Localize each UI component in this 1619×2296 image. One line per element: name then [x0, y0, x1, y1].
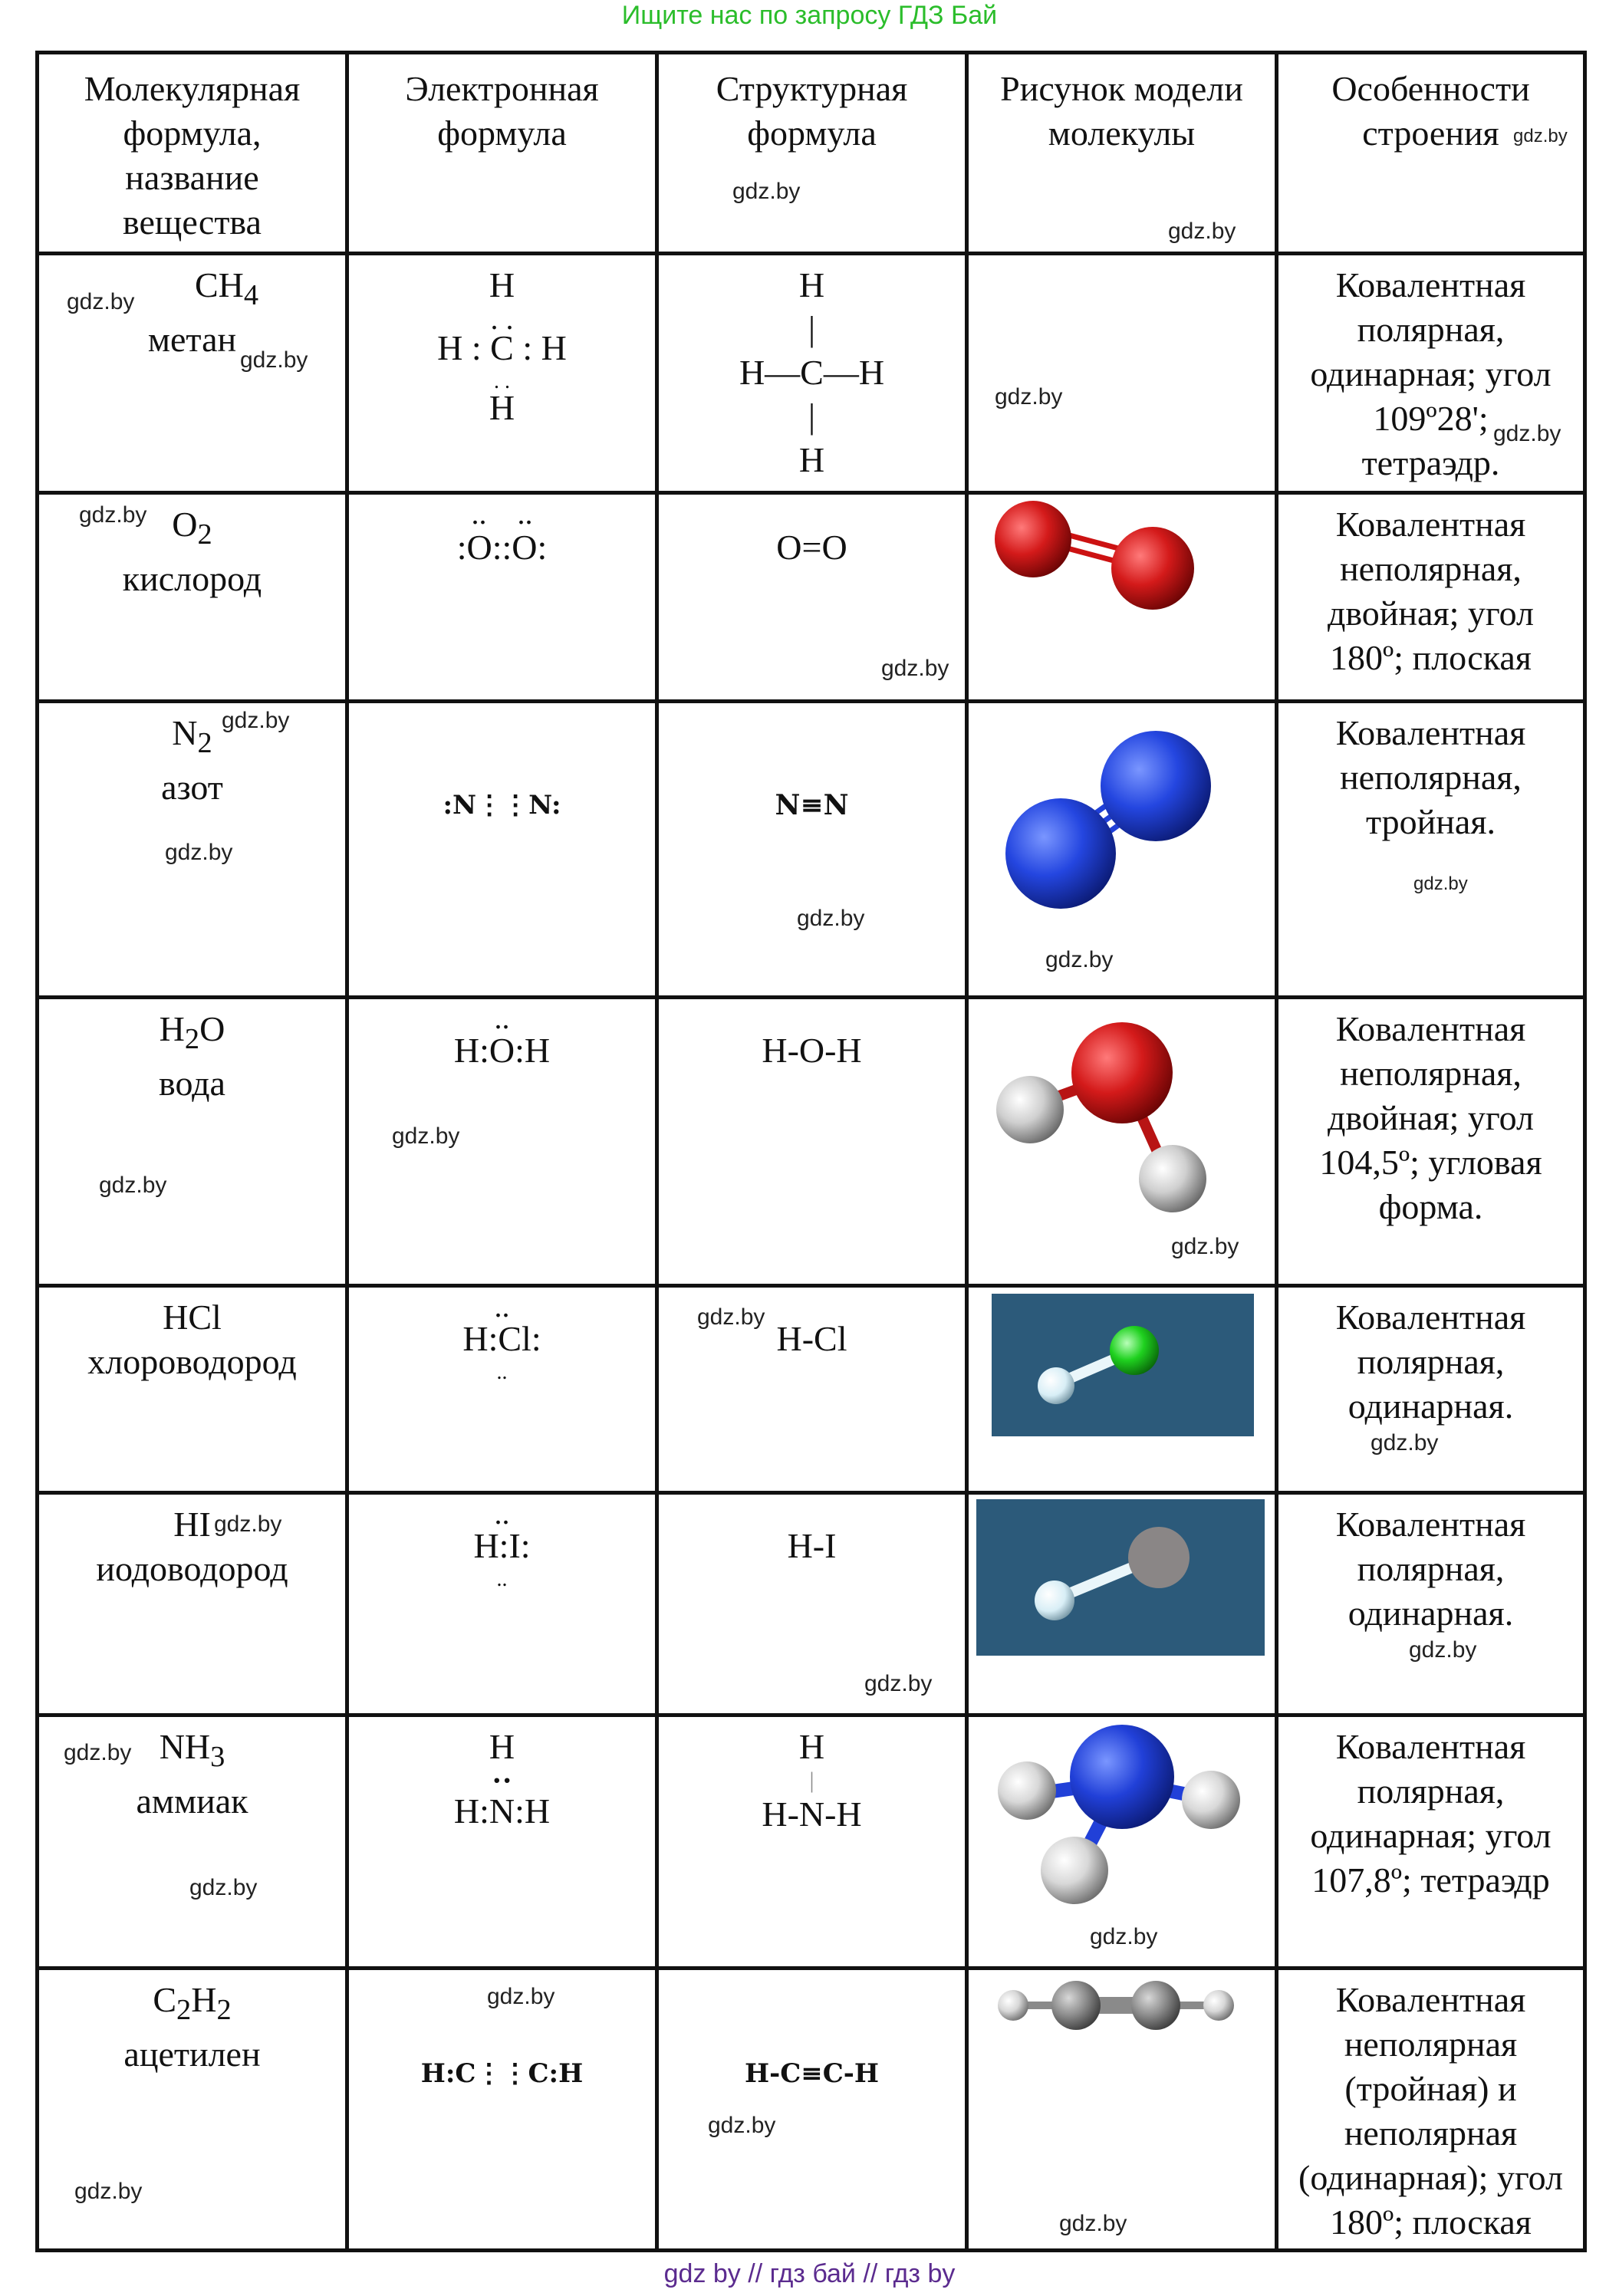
formula-subscript: 2: [184, 1023, 200, 1056]
feature-line: одинарная.: [1348, 1386, 1514, 1426]
watermark: gdz.by: [1371, 1430, 1439, 1456]
watermark: gdz.by: [1045, 947, 1114, 972]
hydrogen-atom: [998, 1990, 1028, 2021]
header-line: Рисунок модели: [1000, 69, 1243, 108]
table-row: [38, 1969, 1585, 2251]
table-row: [38, 998, 1585, 1286]
formula-subscript: 3: [210, 1741, 225, 1774]
header-line: Структурная: [716, 69, 908, 108]
model-cell: [967, 1286, 1277, 1493]
formula-cell: [38, 1286, 347, 1493]
header-line: Особенности: [1331, 69, 1530, 108]
electronic-formula-cell: [347, 702, 657, 998]
feature-line: Ковалентная: [1335, 1298, 1526, 1337]
header-model: [967, 53, 1277, 254]
watermark: gdz.by: [67, 289, 135, 314]
structural-formula-cell: [657, 1969, 967, 2251]
structural-line: H-Cl: [776, 1319, 847, 1358]
watermark: gdz.by: [99, 1173, 167, 1198]
n2-model: [969, 703, 1275, 933]
feature-line: Ковалентная: [1335, 1505, 1526, 1544]
watermark: gdz.by: [1513, 126, 1568, 146]
feature-line: полярная,: [1357, 1549, 1505, 1588]
watermark: gdz.by: [189, 1875, 258, 1900]
electronic-formula-cell: [347, 998, 657, 1286]
electronic-formula-cell: [347, 1286, 657, 1493]
electronic-formula-cell: [347, 1493, 657, 1715]
header-structural: [657, 53, 967, 254]
electronic-atom: H: [489, 265, 515, 304]
feature-line: двойная; угол: [1328, 1098, 1534, 1137]
oxygen-atom: [1071, 1022, 1173, 1123]
formula-text: HI: [173, 1505, 211, 1544]
watermark: gdz.by: [222, 708, 290, 733]
carbon-atom: [1051, 1981, 1101, 2030]
feature-line: одинарная.: [1348, 1594, 1514, 1633]
table-row: [38, 1715, 1585, 1969]
structural-atom: H: [798, 1727, 825, 1766]
features-cell: [1277, 1493, 1585, 1715]
watermark: gdz.by: [74, 2179, 143, 2204]
substance-name: ацетилен: [123, 2034, 261, 2074]
formula-text: O: [172, 505, 198, 544]
structural-atom: H: [798, 265, 825, 304]
hydrogen-atom: [996, 1076, 1064, 1143]
structural-line: H—C—H: [739, 353, 885, 392]
header-line: молекулы: [1048, 113, 1196, 153]
structural-formula-cell: [657, 1715, 967, 1969]
substance-name: аммиак: [136, 1781, 248, 1821]
structural-line: H-C≡C-H: [744, 2058, 880, 2089]
features-cell: [1277, 493, 1585, 702]
oxygen-atom: [1111, 527, 1194, 610]
feature-line: Ковалентная: [1335, 265, 1526, 304]
feature-line: полярная,: [1357, 1771, 1505, 1811]
hydrogen-atom: [1182, 1771, 1240, 1829]
o2-model: [969, 495, 1275, 696]
watermark: gdz.by: [79, 502, 147, 528]
watermark: gdz.by: [1493, 421, 1561, 446]
carbon-atom: [1131, 1981, 1180, 2030]
nitrogen-atom: [1101, 731, 1211, 841]
formula-text: H: [159, 1009, 185, 1048]
electron-dots: ..: [494, 1496, 510, 1531]
formula-subscript: 2: [176, 1994, 192, 2027]
features-cell: [1277, 1715, 1585, 1969]
feature-line: неполярная,: [1340, 1054, 1522, 1093]
feature-line: двойная; угол: [1328, 594, 1534, 633]
watermark: gdz.by: [1059, 2211, 1127, 2236]
formula-cell: [38, 702, 347, 998]
model-cell: [967, 493, 1277, 702]
feature-line: 109º28';: [1373, 399, 1489, 438]
model-cell: [967, 998, 1277, 1286]
structural-line: H-O-H: [762, 1031, 862, 1070]
header-line: формула,: [123, 113, 262, 153]
feature-line: Ковалентная: [1335, 1727, 1526, 1766]
electron-dots: ..: [494, 1001, 510, 1035]
header-line: строения: [1362, 113, 1499, 153]
electronic-line: :N⋮⋮N:: [443, 790, 561, 821]
features-cell: [1277, 998, 1585, 1286]
electron-dots: ..: [496, 1360, 508, 1384]
electronic-line: H:Cl:: [462, 1319, 541, 1358]
formula-text: H: [191, 1980, 217, 2019]
features-cell: [1277, 254, 1585, 493]
hi-model: [969, 1495, 1275, 1702]
watermark: gdz.by: [214, 1511, 282, 1537]
header-line: Молекулярная: [84, 69, 301, 108]
feature-line: Ковалентная: [1335, 505, 1526, 544]
watermark: gdz.by: [165, 840, 233, 865]
formula-cell: [38, 1493, 347, 1715]
substance-name: метан: [147, 320, 237, 360]
header-formula-name: [38, 53, 347, 254]
hcl-model: [969, 1288, 1275, 1479]
structural-line: N≡N: [775, 789, 849, 821]
formula-cell: [38, 1969, 347, 2251]
electron-dots: . .: [494, 370, 510, 393]
feature-line: неполярная,: [1340, 549, 1522, 588]
watermark: gdz.by: [64, 1740, 132, 1765]
hydrogen-atom: [1038, 1367, 1074, 1404]
model-cell: [967, 702, 1277, 998]
c2h2-model: [969, 1970, 1275, 2062]
watermark: gdz.by: [697, 1304, 765, 1330]
electron-dots: ..: [494, 1289, 510, 1324]
structural-line: O=O: [776, 528, 847, 567]
feature-line: тетраэдр.: [1361, 443, 1500, 482]
formula-subscript: 2: [197, 727, 212, 760]
watermark: gdz.by: [797, 906, 865, 931]
header-line: формула: [747, 113, 877, 153]
electron-dots: ..: [496, 1567, 508, 1591]
oxygen-atom: [995, 501, 1071, 577]
electronic-line: H:I:: [473, 1526, 531, 1565]
watermark: gdz.by: [1171, 1234, 1239, 1259]
bond-vertical: |: [808, 309, 816, 348]
bond-vertical: |: [808, 396, 816, 436]
nitrogen-atom: [1070, 1725, 1174, 1829]
formula-text: C: [153, 1980, 177, 2019]
header-line: название: [125, 158, 259, 197]
top-banner[interactable]: Ищите нас по запросу ГДЗ Бай: [621, 1, 998, 30]
watermark: gdz.by: [864, 1671, 933, 1696]
watermark: gdz.by: [1409, 1637, 1477, 1663]
header-row: [38, 53, 1585, 254]
feature-line: форма.: [1378, 1187, 1483, 1226]
formula-text: HCl: [163, 1298, 222, 1337]
feature-line: Ковалентная: [1335, 1980, 1526, 2019]
watermark: gdz.by: [732, 179, 801, 204]
header-electronic: [347, 53, 657, 254]
feature-line: одинарная; угол: [1310, 1816, 1552, 1855]
feature-line: Ковалентная: [1335, 713, 1526, 752]
substance-name: вода: [159, 1064, 225, 1104]
model-cell: [967, 1969, 1277, 2251]
feature-line: неполярная: [1344, 2025, 1518, 2064]
electronic-formula-cell: [347, 254, 657, 493]
hydrogen-atom: [1139, 1145, 1206, 1212]
feature-line: (тройная) и: [1344, 2069, 1517, 2108]
structural-formula-cell: [657, 1286, 967, 1493]
feature-line: 180º; плоская: [1330, 638, 1532, 677]
watermark: gdz.by: [240, 347, 308, 373]
formula-text: CH: [194, 265, 244, 304]
watermark: gdz.by: [1090, 1924, 1158, 1949]
structural-formula-cell: [657, 998, 967, 1286]
electronic-atom: H: [489, 1727, 515, 1766]
electron-dots: ··: [492, 1763, 512, 1798]
feature-line: неполярная,: [1340, 758, 1522, 797]
formula-cell: [38, 493, 347, 702]
electronic-line: H:C⋮⋮C:H: [420, 2058, 584, 2089]
hydrogen-atom: [998, 1761, 1056, 1820]
electron-dots: . .: [490, 301, 514, 336]
formula-cell: [38, 254, 347, 493]
electronic-line: :O::O:: [456, 528, 548, 567]
feature-line: 104,5º; угловая: [1319, 1143, 1542, 1182]
watermark: gdz.by: [1168, 219, 1236, 244]
footer-links[interactable]: gdz by // гдз бай // гдз by: [663, 2259, 956, 2288]
nitrogen-atom: [1005, 798, 1116, 909]
hydrogen-atom: [1035, 1581, 1074, 1620]
features-cell: [1277, 1969, 1585, 2251]
model-cell: [967, 254, 1277, 493]
formula-subscript: 4: [243, 279, 259, 312]
molecule-table: [35, 51, 1587, 2252]
feature-line: одинарная; угол: [1310, 354, 1552, 393]
structural-line: H-I: [787, 1526, 837, 1565]
formula-text: O: [199, 1009, 225, 1048]
hydrogen-atom: [1041, 1837, 1108, 1904]
chlorine-atom: [1110, 1326, 1159, 1375]
watermark: gdz.by: [392, 1123, 460, 1149]
header-features: [1277, 53, 1585, 254]
electronic-formula-cell: [347, 1969, 657, 2251]
structural-atom: H: [798, 440, 825, 479]
formula-cell: [38, 998, 347, 1286]
formula-subscript: 2: [216, 1994, 232, 2027]
bond-vertical: |: [809, 1768, 814, 1793]
feature-line: тройная.: [1366, 802, 1496, 841]
formula-subscript: 2: [197, 518, 212, 551]
formula-text: N: [172, 713, 198, 752]
feature-line: полярная,: [1357, 1342, 1505, 1381]
watermark: gdz.by: [995, 384, 1063, 410]
electronic-formula-cell: [347, 493, 657, 702]
feature-line: (одинарная); угол: [1298, 2158, 1563, 2197]
model-cell: [967, 1493, 1277, 1715]
iodine-atom: [1128, 1527, 1190, 1588]
electronic-line: H:N:H: [453, 1791, 551, 1831]
feature-line: Ковалентная: [1335, 1009, 1526, 1048]
structural-formula-cell: [657, 493, 967, 702]
watermark: gdz.by: [881, 656, 949, 681]
feature-line: 180º; плоская: [1330, 2202, 1532, 2242]
electron-dots: .. ..: [471, 496, 533, 531]
features-cell: [1277, 702, 1585, 998]
structural-formula-cell: [657, 254, 967, 493]
header-line: Электронная: [405, 69, 599, 108]
table-row: [38, 254, 1585, 493]
header-line: вещества: [123, 202, 262, 242]
header-line: формула: [437, 113, 567, 153]
watermark: gdz.by: [1413, 873, 1468, 894]
substance-name: азот: [161, 768, 223, 808]
formula-text: NH: [159, 1727, 211, 1766]
feature-line: 107,8º; тетраэдр: [1311, 1860, 1550, 1900]
substance-name: иодоводород: [96, 1549, 288, 1588]
table-row: [38, 1493, 1585, 1715]
substance-name: хлороводород: [87, 1342, 297, 1381]
electronic-line: H : C : H: [437, 328, 567, 367]
table-row: [38, 493, 1585, 702]
electronic-formula-cell: [347, 1715, 657, 1969]
electronic-line: H:O:H: [453, 1031, 551, 1070]
watermark: gdz.by: [708, 2113, 776, 2138]
formula-cell: [38, 1715, 347, 1969]
features-cell: [1277, 1286, 1585, 1493]
structural-formula-cell: [657, 1493, 967, 1715]
structural-formula-cell: [657, 702, 967, 998]
table-row: [38, 1286, 1585, 1493]
table-row: [38, 702, 1585, 998]
substance-name: кислород: [122, 559, 262, 599]
hydrogen-atom: [1203, 1990, 1234, 2021]
feature-line: полярная,: [1357, 310, 1505, 349]
model-cell: [967, 1715, 1277, 1969]
structural-line: H-N-H: [762, 1794, 862, 1834]
electronic-atom: H: [489, 388, 515, 427]
feature-line: неполярная: [1344, 2113, 1518, 2153]
watermark: gdz.by: [487, 1984, 555, 2009]
